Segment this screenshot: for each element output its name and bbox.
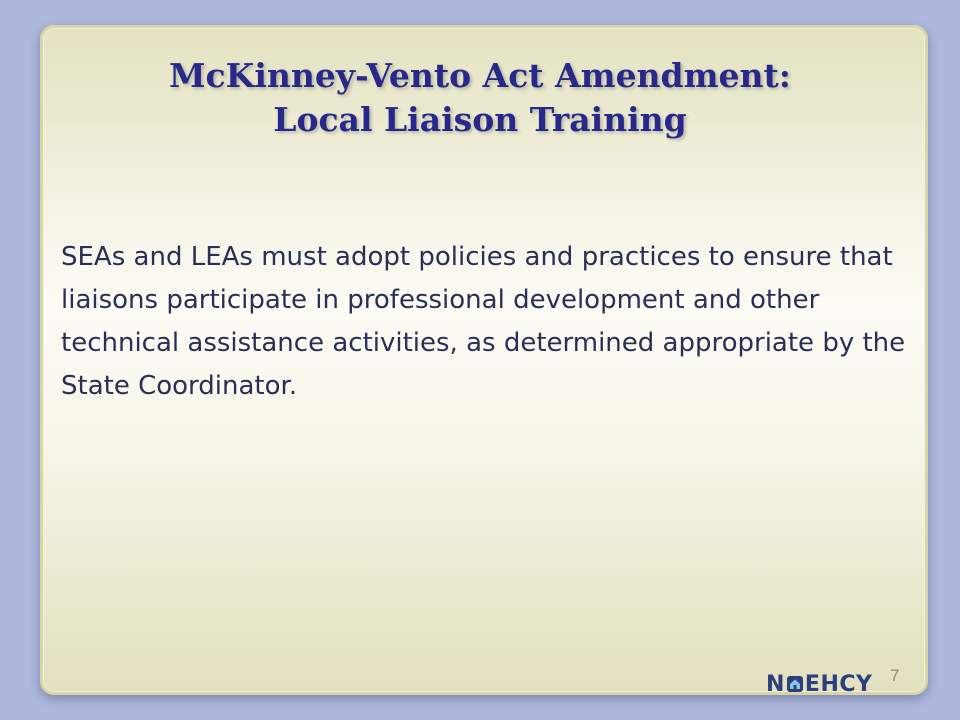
- slide-body-text: SEAs and LEAs must adopt policies and practices to ensure that liaisons participate in professional development and other technical assistance activities, as determined appropriate by the State Coordinator.: [61, 242, 906, 401]
- house-mark-icon: [786, 675, 804, 693]
- logo-text-prefix: N: [766, 671, 785, 697]
- logo-text-suffix: EHCY: [804, 671, 873, 697]
- title-line-1: McKinney-Vento Act Amendment:: [169, 56, 791, 95]
- slide-title: [0, 54, 960, 142]
- title-line-2: Local Liaison Training: [273, 100, 687, 139]
- naehcy-logo: [766, 668, 872, 700]
- page-number: 7: [890, 666, 900, 685]
